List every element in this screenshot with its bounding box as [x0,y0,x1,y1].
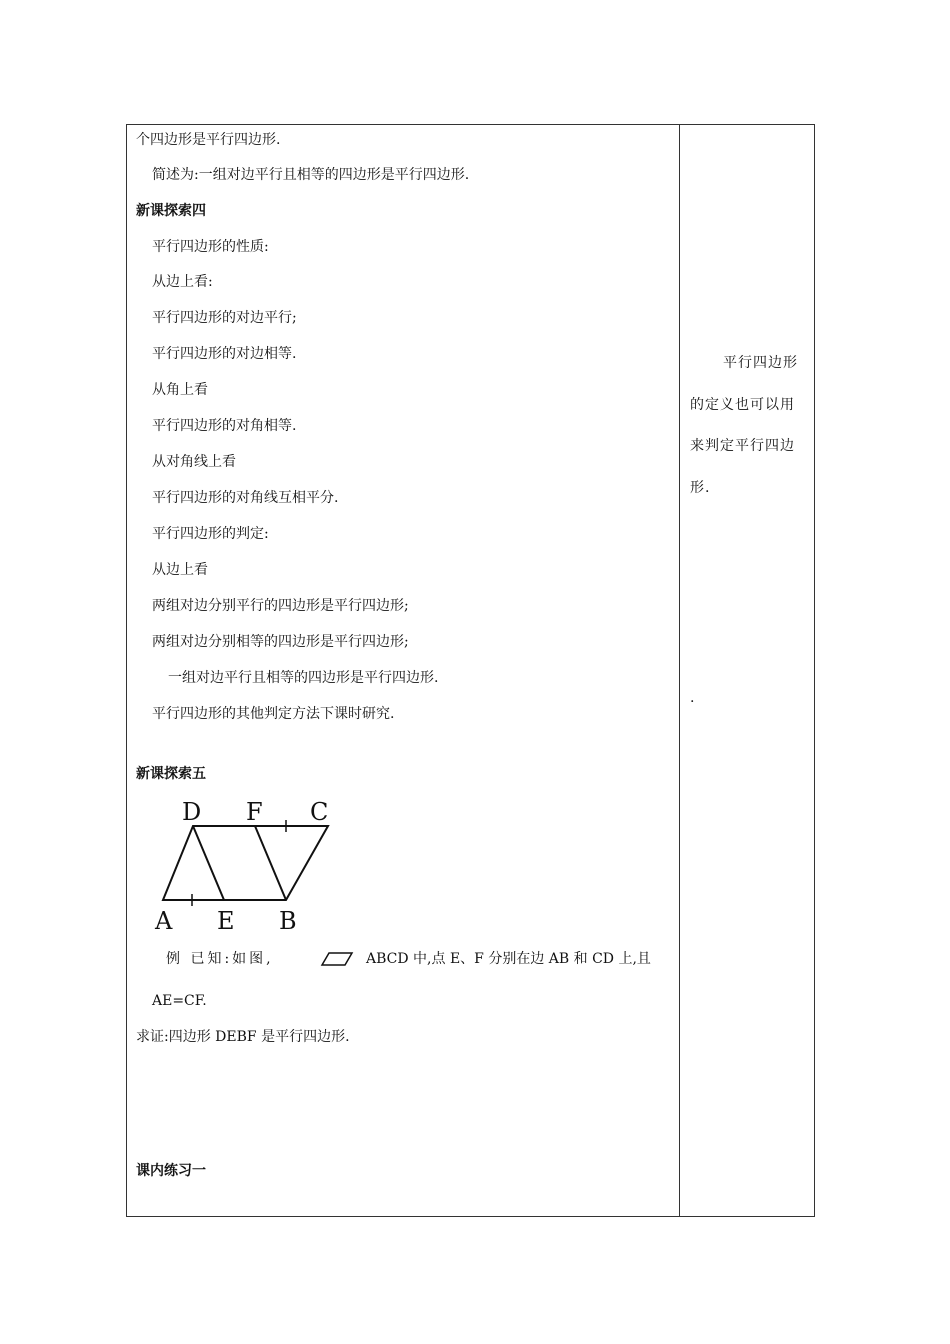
text-from-side: 从边上看: [152,274,213,290]
side-note-line-3: 来判定平行四边 [690,438,795,454]
text-property-3: 平行四边形的对角相等. [152,418,297,434]
label-e: E [217,907,235,935]
text-properties-title: 平行四边形的性质: [152,239,269,255]
text-from-angle: 从角上看 [152,382,208,398]
text-example-rest: ABCD 中,点 E、F 分别在边 AB 和 CD 上,且 [366,951,651,967]
label-c: C [310,798,329,826]
text-example-condition: AE=CF. [152,993,207,1009]
side-note-line-2: 的定义也可以用 [690,397,795,413]
label-d: D [182,798,202,826]
heading-section-5: 新课探索五 [136,766,206,782]
text-judgement-3: 一组对边平行且相等的四边形是平行四边形. [168,670,439,686]
side-note-line-4: 形. [690,480,711,496]
parallelogram-symbol-icon [320,950,354,968]
label-a: A [155,907,173,935]
text-line-continuation: 个四边形是平行四边形. [136,132,281,148]
text-judgement-1: 两组对边分别平行的四边形是平行四边形; [152,598,409,614]
segment-fb [255,826,286,900]
text-property-4: 平行四边形的对角线互相平分. [152,490,339,506]
text-judgement-title: 平行四边形的判定: [152,526,269,542]
text-summary: 简述为:一组对边平行且相等的四边形是平行四边形. [152,167,470,183]
text-example-prefix: 例 已知:如图, [166,951,274,967]
text-judgement-2: 两组对边分别相等的四边形是平行四边形; [152,634,409,650]
text-property-2: 平行四边形的对边相等. [152,346,297,362]
parallelogram-abcd [163,826,328,900]
heading-section-4: 新课探索四 [136,203,206,219]
text-judgement-4: 平行四边形的其他判定方法下课时研究. [152,706,395,722]
parallelogram-figure [150,796,350,936]
text-from-side-2: 从边上看 [152,562,208,578]
segment-de [193,826,224,900]
side-dot: . [690,690,696,706]
column-divider [679,124,680,1217]
text-prove: 求证:四边形 DEBF 是平行四边形. [136,1029,350,1045]
heading-practice: 课内练习一 [136,1163,206,1179]
text-from-diagonal: 从对角线上看 [152,454,236,470]
text-property-1: 平行四边形的对边平行; [152,310,297,326]
label-b: B [279,907,297,935]
side-note-line-1: 平行四边形 [723,355,798,371]
label-f: F [246,798,263,826]
